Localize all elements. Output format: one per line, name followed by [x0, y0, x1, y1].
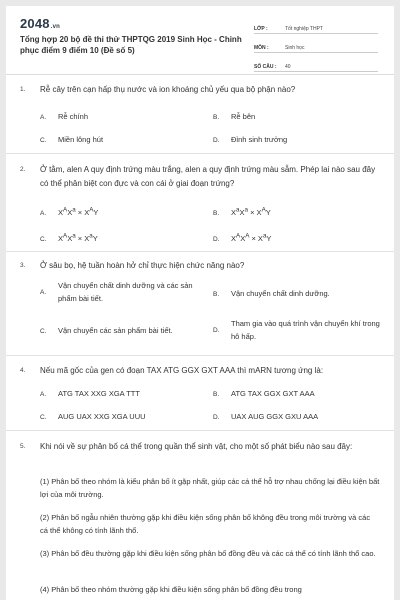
option-letter: B.: [213, 391, 220, 398]
meta-value: Tốt nghiệp THPT: [285, 26, 323, 32]
question-text: Khi nói về sự phân bố cá thể trong quần thể sinh vật, cho một số phát biểu nào sau đây:: [40, 442, 353, 451]
option-genotype: $X^AX^A \times X^aY$: [231, 232, 272, 243]
question-number: 3.: [20, 262, 26, 269]
option-d[interactable]: [213, 229, 271, 246]
option-text: Vận chuyển chất dinh dưỡng và các sản phẩm bài tiết.: [58, 281, 193, 303]
option-b[interactable]: [213, 287, 330, 301]
option-letter: A.: [40, 289, 47, 296]
option-genotype: $X^AX^a \times X^AY$: [58, 206, 99, 217]
option-d[interactable]: [213, 410, 318, 424]
option-text: Vận chuyển chất dinh dưỡng.: [231, 289, 330, 298]
site-logo[interactable]: 2048.vn: [20, 16, 61, 31]
option-text: AUG UAX XXG XGA UUU: [58, 412, 146, 421]
option-text: Vận chuyển các sản phẩm bài tiết.: [58, 326, 173, 335]
option-c[interactable]: [40, 133, 103, 147]
option-d[interactable]: [213, 133, 287, 147]
option-letter: D.: [213, 327, 220, 334]
meta-row-count: [254, 56, 378, 72]
question-number: 1.: [20, 86, 26, 93]
option-b[interactable]: [213, 203, 271, 220]
option-b[interactable]: [213, 110, 255, 124]
question-number: 4.: [20, 367, 26, 374]
option-c[interactable]: [40, 229, 98, 246]
option-letter: A.: [40, 114, 47, 121]
option-genotype: $X^AX^a \times X^aY$: [58, 232, 98, 243]
document-header: [6, 6, 394, 74]
meta-row-class: [254, 18, 378, 34]
meta-box: [254, 18, 378, 75]
option-text: Rễ bên: [231, 112, 256, 121]
option-letter: D.: [213, 235, 220, 243]
option-letter: B.: [213, 114, 220, 121]
option-text: Tham gia vào quá trình vận chuyển khí trong hô hấp.: [231, 319, 380, 341]
option-text: ATG TAX GGX GXT AAA: [231, 389, 315, 398]
option-a[interactable]: [40, 110, 88, 124]
option-a[interactable]: [40, 279, 208, 305]
option-c[interactable]: [40, 410, 146, 424]
option-letter: B.: [213, 209, 220, 217]
option-letter: A.: [40, 391, 47, 398]
question-number: 5.: [20, 443, 26, 450]
option-text: Rễ chính: [58, 112, 89, 121]
option-letter: B.: [213, 291, 220, 298]
option-text: Miền lông hút: [58, 135, 104, 144]
document-title: Tổng hợp 20 bộ đề thi thử THPTQG 2019 Sinh Học - Chinh phục điểm 9 điểm 10 (Đề số 5): [20, 35, 242, 55]
question-text: Ở tằm, alen A quy định trứng màu trắng, alen a quy định trứng màu sẫm. Phép lai nào sau đây có thể phân biệt con đực và con cái ở giai đoạn trứng?: [40, 165, 376, 188]
option-letter: D.: [213, 137, 220, 144]
option-text: ATG TAX XXG XGA TTT: [58, 389, 140, 398]
document-page: [6, 6, 394, 600]
header-divider: [6, 74, 394, 75]
option-a[interactable]: [40, 203, 98, 220]
option-text: Đỉnh sinh trưởng: [231, 135, 288, 144]
meta-value: 40: [285, 64, 291, 70]
statement-4: (4) Phân bố theo nhóm thường gặp khi điều kiện sống phân bố đồng đều trong: [40, 585, 302, 594]
meta-label: SỐ CÂU :: [254, 64, 277, 70]
option-letter: C.: [40, 328, 47, 335]
question-separator: [6, 251, 394, 252]
option-letter: C.: [40, 137, 47, 144]
option-letter: C.: [40, 235, 47, 243]
meta-row-subject: [254, 37, 378, 53]
option-genotype: $X^aX^a \times X^AY$: [231, 206, 271, 217]
question-separator: [6, 153, 394, 154]
option-a[interactable]: [40, 387, 140, 401]
meta-value: Sinh học: [285, 45, 305, 51]
option-text: UAX AUG GGX GXU AAA: [231, 412, 319, 421]
statement-2: (2) Phân bố ngẫu nhiên thường gặp khi điều kiện sống phân bố không đều trong môi trường và các cá thể không có tính lãnh thổ.: [40, 513, 371, 535]
statement-1: (1) Phân bố theo nhóm là kiểu phân bố ít gặp nhất, giúp các cá thể hỗ trợ nhau chống lại điều kiện bất lợi của môi trường.: [40, 477, 380, 499]
option-letter: A.: [40, 209, 47, 217]
question-text: Rễ cây trên cạn hấp thụ nước và ion khoáng chủ yếu qua bộ phận nào?: [40, 85, 296, 94]
meta-label: MÔN :: [254, 45, 269, 51]
question-text: Ở sâu bọ, hệ tuần hoàn hở chỉ thực hiện chức năng nào?: [40, 261, 245, 270]
question-separator: [6, 430, 394, 431]
option-letter: D.: [213, 414, 220, 421]
option-b[interactable]: [213, 387, 315, 401]
question-number: 2.: [20, 166, 26, 173]
statement-3: (3) Phân bố đều thường gặp khi điều kiện sống phân bố đồng đều và các cá thể có tính lãnh thổ cao.: [40, 549, 376, 558]
meta-label: LỚP :: [254, 26, 268, 32]
option-c[interactable]: [40, 324, 173, 338]
option-d[interactable]: [213, 317, 381, 343]
question-text: Nếu mã gốc của gen có đoạn TAX ATG GGX GXT AAA thì mARN tương ứng là:: [40, 366, 324, 375]
option-letter: C.: [40, 414, 47, 421]
question-separator: [6, 355, 394, 356]
